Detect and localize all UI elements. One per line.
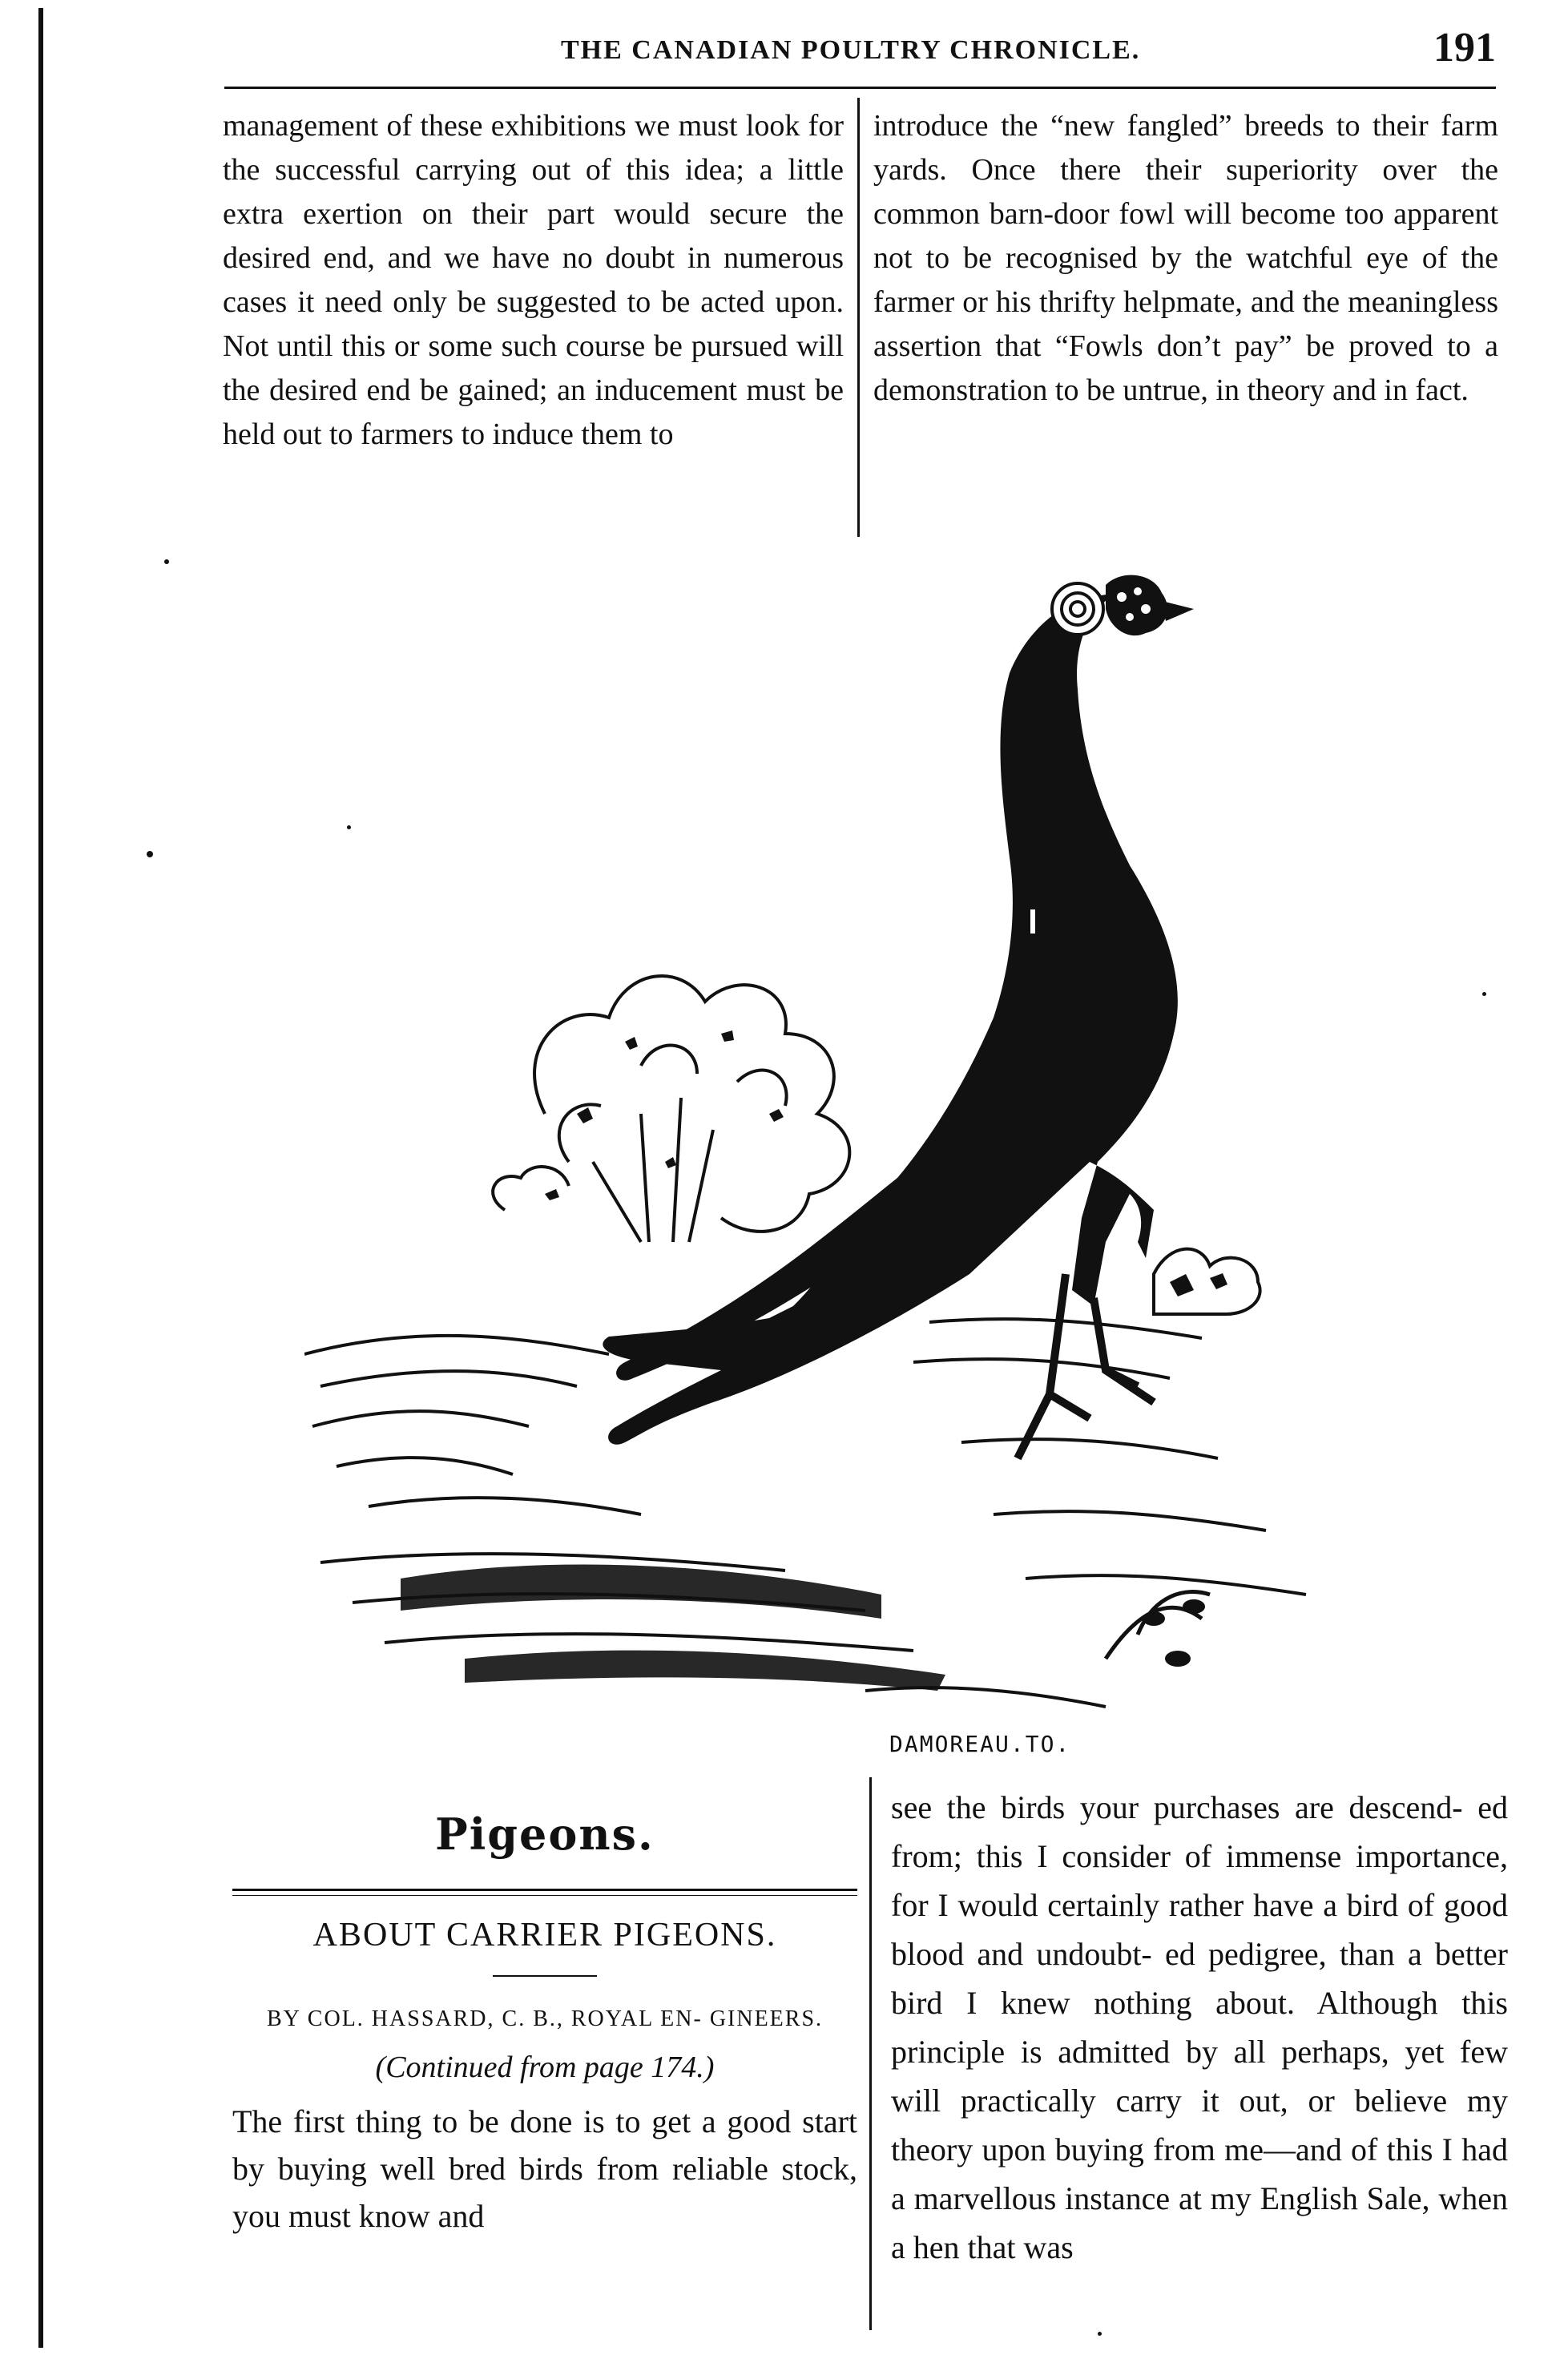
page-edge-rule (38, 8, 43, 2348)
article-body-left: The first thing to be done is to get a good start by buying well bred birds from reliable stock, you must know and (232, 2103, 857, 2234)
top-left-column (223, 104, 844, 457)
engraver-signature: DAMOREAU.TO. (889, 1731, 1071, 1757)
article-byline: BY COL. HASSARD, C. B., ROYAL EN- GINEERS. (266, 2006, 824, 2031)
section-double-rule (232, 1889, 857, 1896)
bottom-right-column (891, 1783, 1508, 2272)
bottom-left-column (232, 1787, 857, 2240)
ink-speck (1098, 2332, 1102, 2336)
ink-speck (1482, 992, 1486, 996)
ink-speck (164, 559, 169, 564)
article-title: ABOUT CARRIER PIGEONS. (312, 1917, 777, 1954)
ink-speck (147, 851, 153, 857)
continued-note: (Continued from page 174.) (375, 2050, 715, 2084)
top-right-paragraph: introduce the “new fangled” breeds to their farm yards. Once there their superiority over the common barn-door fowl will become too apparent not to be recognised by the watchful eye of the farmer or his thrifty helpmate, and the meaningless assertion that “Fowls don’t pay” be proved to a demonstration to be untrue, in theory and in fact. (873, 109, 1498, 407)
article-body-right: see the birds your purchases are descend- ed from; this I consider of immense importance, for I would certainly rather have a bird of good blood and undoubt- ed pedigree, than a better bird I knew nothing about. Although this principle is admitted by all perhaps, yet few will practically carry it out, or believe my theory upon buying from me—and of this I had a marvellous instance at my English Sale, when a hen that was (891, 1789, 1508, 2265)
title-short-rule (493, 1975, 597, 1977)
column-divider-top (857, 98, 860, 537)
running-header (224, 24, 1504, 80)
running-title: THE CANADIAN POULTRY CHRONICLE. (561, 35, 1141, 65)
top-left-paragraph: management of these exhibitions we must look for the successful carrying out of this idea; a little extra exertion on their part would secure the desired end, and we have no doubt in numerous cases it need only be suggested to be acted upon. Not until this or some such course be pursued will the desired end be gained; an inducement must be held out to farmers to induce them to (223, 109, 844, 451)
carrier-pigeon-illustration (304, 553, 1386, 1771)
section-heading: Pigeons. (435, 1809, 655, 1860)
page-number: 191 (1433, 25, 1496, 71)
header-rule (224, 87, 1496, 89)
top-right-column (873, 104, 1498, 413)
ink-speck (347, 825, 351, 829)
column-divider-bottom (869, 1777, 872, 2330)
